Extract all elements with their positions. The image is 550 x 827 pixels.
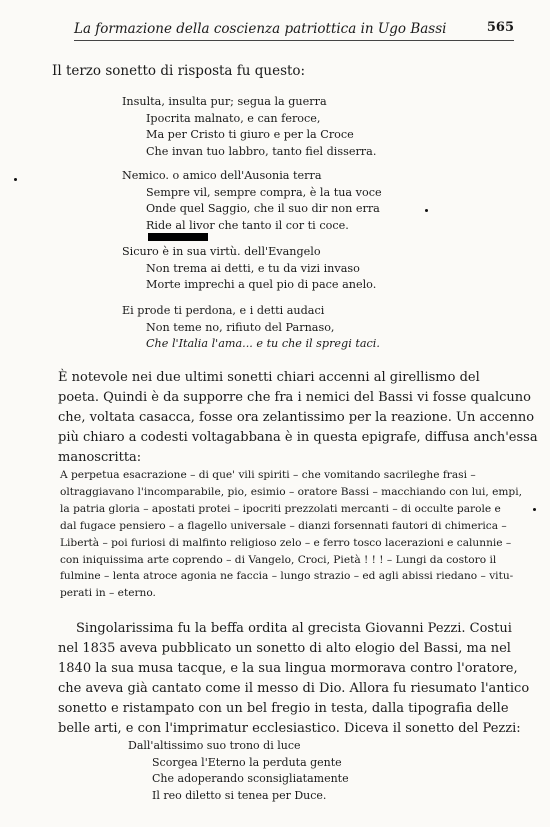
verse-line: Insulta, insulta pur; segua la guerra [122, 95, 327, 108]
prose-line: nel 1835 aveva pubblicato un sonetto di alto elogio del Bassi, ma nel [58, 641, 511, 656]
speck-mark [533, 508, 536, 511]
verse-line: Il reo diletto si tenea per Duce. [152, 788, 327, 802]
running-title: La formazione della coscienza patriottica in Ugo Bassi [74, 21, 447, 37]
verse-line: Sempre vil, sempre compra, è la tua voce [146, 185, 382, 199]
epigraph-line: dal fugace pensiero – a flagello universale – dianzi forsennati fautori di chimerica – [60, 519, 507, 532]
speck-mark [14, 178, 17, 181]
prose-line: che, voltata casacca, fosse ora zelantissimo per la reazione. Un accenno [58, 410, 535, 425]
prose-line: che aveva già cantato come il messo di Dio. Allora fu riesumato l'antico [58, 681, 530, 696]
verse-line: Non trema ai detti, e tu da vizi invaso [146, 261, 360, 275]
paragraph-pezzi [58, 619, 530, 739]
epigraph-block [60, 467, 520, 602]
epigraph-line: A perpetua esacrazione – di que' vili spiriti – che vomitando sacrileghe frasi – [60, 469, 476, 481]
prose-line: manoscritta: [58, 450, 142, 465]
epigraph-line: oltraggiavano l'incomparabile, pio, esimio – oratore Bassi – macchiando con lui, empi, [60, 485, 522, 498]
speck-mark [425, 209, 428, 212]
sonnet-stanza-3 [122, 244, 376, 294]
verse-line: Ride al livor che tanto il cor ti coce. [146, 218, 349, 232]
sonnet-stanza-2 [122, 168, 382, 234]
prose-line: più chiaro a codesti voltagabbana è in questa epigrafe, diffusa anch'essa [58, 430, 538, 445]
epigraph-line: la patria gloria – apostati protei – ipocriti prezzolati mercanti – di occulte parole e [60, 502, 501, 515]
prose-line: È notevole nei due ultimi sonetti chiari accenni al girellismo del [58, 370, 480, 385]
prose-line: poeta. Quindi è da supporre che fra i nemici del Bassi vi fosse qualcuno [58, 390, 531, 405]
epigraph-line: fulmine – lenta atroce agonia ne faccia – lungo strazio – ed agli abissi riedano – vitu- [60, 570, 514, 583]
verse-line: Sicuro è in sua virtù. dell'Evangelo [122, 245, 321, 258]
verse-line: Nemico. o amico dell'Ausonia terra [122, 169, 322, 182]
verse-line: Che invan tuo labbro, tanto fiel disserra. [146, 144, 377, 158]
prose-line: belle arti, e con l'imprimatur ecclesiastico. Diceva il sonetto del Pezzi: [58, 721, 521, 736]
verse-line: Ipocrita malnato, e can feroce, [146, 111, 321, 125]
paragraph-girellismo [58, 368, 538, 468]
verse-line: Onde quel Saggio, che il suo dir non erra [146, 202, 380, 215]
epigraph-line: perati in – eterno. [60, 587, 156, 600]
prose-line: 1840 la sua musa tacque, e la sua lingua mormorava contro l'oratore, [58, 661, 518, 676]
running-header [74, 20, 514, 41]
intro-line: Il terzo sonetto di risposta fu questo: [52, 63, 306, 79]
prose-line: Singolarissima fu la beffa ordita al grecista Giovanni Pezzi. Costui [76, 621, 512, 636]
verse-line: Che l'Italia l'ama... e tu che il spregi taci. [146, 337, 380, 350]
sonnet-stanza-1 [122, 94, 376, 160]
page-number: 565 [486, 20, 514, 35]
verse-line: Dall'altissimo suo trono di luce [128, 739, 301, 752]
verse-line: Che adoperando sconsigliatamente [152, 772, 349, 785]
verse-line: Ei prode ti perdona, e i detti audaci [122, 304, 325, 317]
redaction-bar [148, 233, 208, 241]
verse-line: Non teme no, rifiuto del Parnaso, [146, 320, 335, 334]
verse-line: Ma per Cristo ti giuro e per la Croce [146, 128, 354, 141]
prose-line: sonetto e ristampato con un bel fregio in testa, dalla tipografia delle [58, 701, 509, 716]
epigraph-line: Libertà – poi furiosi di malfinto religioso zelo – e ferro tosco lacerazioni e calunnie – [60, 536, 512, 549]
epigraph-line: con iniquissima arte coprendo – di Vangelo, Croci, Pietà ! ! ! – Lungi da costoro il [60, 553, 497, 566]
sonnet-stanza-4 [122, 303, 380, 353]
verse-line: Morte imprechi a quel pio di pace anelo. [146, 278, 377, 291]
verse-line: Scorgea l'Eterno la perduta gente [152, 755, 342, 769]
pezzi-sonnet [128, 738, 349, 804]
